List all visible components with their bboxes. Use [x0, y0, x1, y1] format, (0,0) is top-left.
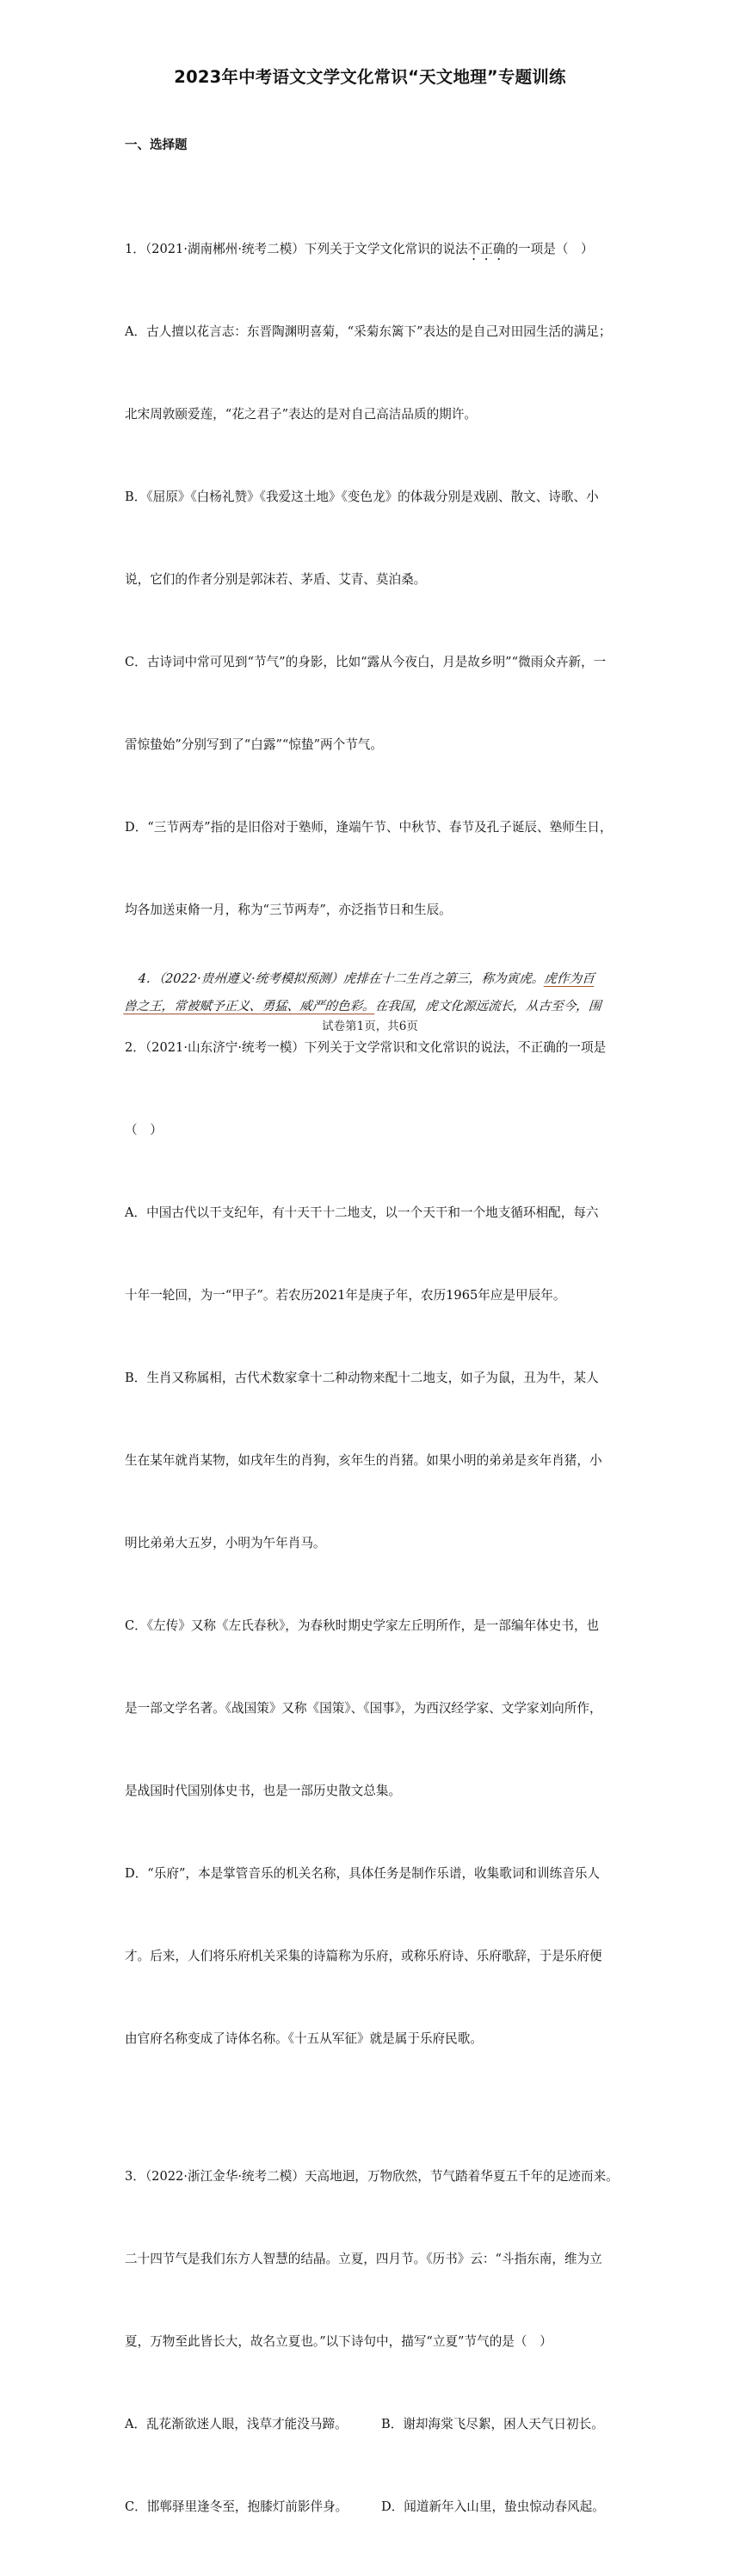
emphasis-text: 不正确	[467, 242, 506, 256]
section-heading: 一、选择题	[125, 139, 188, 152]
q3-options-row-1	[125, 2411, 617, 2438]
q1-option-c: C．古诗词中常可见到“节气”的身影，比如“露从今夜白，月是故乡明”“微雨众卉新，一	[125, 655, 607, 669]
q1-option-b-cont: 说，它们的作者分别是郭沫若、茅盾、艾青、莫泊桑。	[125, 572, 427, 587]
q3-option-b: B．谢却海棠飞尽絮，困人天气日初长。	[381, 2417, 604, 2431]
underlined-text: 兽之王，常被赋予正义、勇猛、威严的色彩。	[123, 999, 376, 1014]
q3-option-d: D．闻道新年入山里，蛰虫惊动春风起。	[381, 2499, 605, 2514]
q2-option-c-cont: 是一部文学名著。《战国策》又称《国策》、《国事》，为西汉经学家、文学家刘向所作，	[125, 1701, 602, 1716]
q2-option-a-cont: 十年一轮回，为一“甲子”。若农历2021年是庚子年，农历1965年应是甲辰年。	[125, 1288, 566, 1303]
q3-option-c: C．邯郸驿里逢冬至，抱膝灯前影伴身。	[125, 2499, 348, 2514]
q2-option-d: D．“乐府”，本是掌管音乐的机关名称，具体任务是制作乐谱，收集歌词和训练音乐人	[125, 1866, 601, 1881]
q2-option-d-cont: 才。后来，人们将乐府机关采集的诗篇称为乐府，或称乐府诗、乐府歌辞，于是乐府便	[125, 1949, 602, 1963]
q1-option-d-cont: 均各加送束脩一月，称为“三节两寿”，亦泛指节日和生辰。	[125, 903, 452, 917]
q1-option-a: A．古人擅以花言志：东晋陶渊明喜菊，“采菊东篱下”表达的是自己对田园生活的满足；	[125, 324, 612, 339]
question-1-stem: 1．（2021·湖南郴州·统考二模）下列关于文学文化常识的说法不正确的一项是（ ）	[125, 242, 594, 256]
question-4	[123, 965, 619, 1020]
q2-option-b: B．生肖又称属相，古代术数家拿十二种动物来配十二地支，如子为鼠，丑为牛，某人	[125, 1371, 599, 1385]
question-3-stem: 3．（2022·浙江金华·统考二模）天高地迥，万物欣然，节气踏着华夏五千年的足迹而来。	[125, 2169, 619, 2184]
question-2-stem-cont: （ ）	[125, 1123, 163, 1137]
question-4-line-1: 4．（2022·贵州遵义·统考模拟预测）虎排在十二生肖之第三，称为寅虎。虎作为百	[125, 971, 595, 986]
q2-option-d-cont2: 由官府名称变成了诗体名称。《十五从军征》就是属于乐府民歌。	[125, 2031, 483, 2046]
q3-options-row-2	[125, 2493, 617, 2521]
question-3-stem-cont: 二十四节气是我们东方人智慧的结晶。立夏，四月节。《历书》云：“斗指东南，维为立	[125, 2252, 602, 2266]
page-title: 2023年中考语文文学文化常识“天文地理”专题训练	[174, 67, 566, 87]
q1-option-c-cont: 雷惊蛰始”分别写到了“白露”“惊蛰”两个节气。	[125, 737, 383, 752]
question-4-line-2: 兽之王，常被赋予正义、勇猛、威严的色彩。在我国，虎文化源远流长，从古至今，围	[123, 999, 602, 1014]
q1-option-d: D．“三节两寿”指的是旧俗对于塾师，逢端午节、中秋节、春节及孔子诞辰、塾师生日，	[125, 820, 613, 835]
question-2-stem: 2．（2021·山东济宁·统考一模）下列关于文学常识和文化常识的说法，不正确的一项是	[125, 1040, 607, 1055]
q2-option-c: C．《左传》又称《左氏春秋》，为春秋时期史学家左丘明所作，是一部编年体史书，也	[125, 1618, 600, 1633]
q2-option-b-cont2: 明比弟弟大五岁，小明为午年肖马。	[125, 1536, 326, 1550]
underlined-text: 虎作为百	[543, 971, 595, 986]
page-footer: 试卷第1页，共6页	[322, 1020, 418, 1033]
q1-option-a-cont: 北宋周敦颐爱莲，“花之君子”表达的是对自己高洁品质的期许。	[125, 407, 477, 422]
q2-option-a: A．中国古代以干支纪年，有十天干十二地支，以一个天干和一个地支循环相配，每六	[125, 1205, 599, 1220]
q2-option-c-cont2: 是战国时代国别体史书，也是一部历史散文总集。	[125, 1784, 402, 1798]
q1-option-b: B．《屈原》《白杨礼赞》《我爱这土地》《变色龙》的体裁分别是戏剧、散文、诗歌、小	[125, 490, 599, 504]
q2-option-b-cont: 生在某年就肖某物，如戌年生的肖狗，亥年生的肖猪。如果小明的弟弟是亥年肖猪，小	[125, 1453, 602, 1468]
q3-option-a: A．乱花渐欲迷人眼，浅草才能没马蹄。	[125, 2417, 348, 2431]
questions-body	[125, 153, 617, 2576]
question-3-stem-cont2: 夏，万物至此皆长大，故名立夏也。”以下诗句中，描写“立夏”节气的是（ ）	[125, 2334, 552, 2349]
